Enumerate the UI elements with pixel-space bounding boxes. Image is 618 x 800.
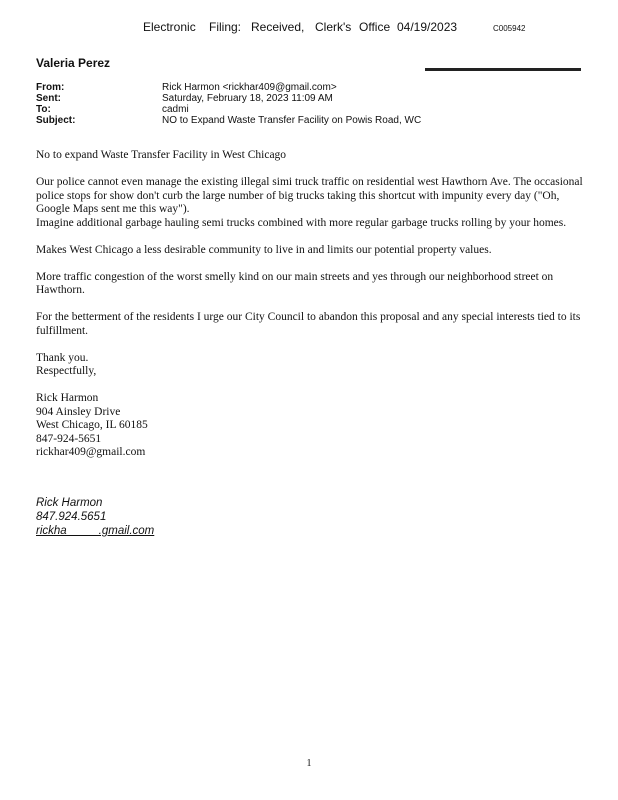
- body-paragraph-1: No to expand Waste Transfer Facility in West Chicago: [36, 149, 287, 161]
- body-paragraph-5: For the betterment of the residents I urge our City Council to abandon this proposal and any special interests tied to its fulfillment.: [36, 311, 581, 337]
- stamp-filing: Filing:: [209, 20, 242, 34]
- sent-value: Saturday, February 18, 2023 11:09 AM: [162, 93, 333, 104]
- address-email: rickhar409@gmail.com: [36, 446, 146, 458]
- from-value: Rick Harmon <rickhar409@gmail.com>: [162, 82, 337, 93]
- closing-thanks: Thank you.: [36, 351, 89, 364]
- to-row: [36, 104, 596, 115]
- stamp-date: 04/19/2023: [397, 20, 458, 34]
- signature-phone: 847.924.5651: [36, 511, 107, 523]
- to-value: cadmi: [162, 104, 189, 115]
- email-header: [36, 82, 596, 126]
- stamp-electronic: Electronic: [143, 20, 196, 34]
- stamp-clerks: Clerk's: [315, 20, 352, 34]
- sent-label: Sent:: [36, 93, 61, 104]
- mailbox-owner-name: Valeria Perez: [36, 56, 111, 70]
- closing-respectfully: Respectfully,: [36, 365, 97, 377]
- address-phone: 847-924-5651: [36, 432, 102, 445]
- body-paragraph-2a: Our police cannot even manage the existing illegal simi truck traffic on residential west Hawthorn Ave. The occasional police stops for show don't curb the large number of big trucks taking this shortcut with impunity every day ("Oh, Google Maps sent me this way").: [36, 176, 583, 215]
- stamp-code: C005942: [493, 24, 526, 33]
- email-signature: [36, 496, 154, 538]
- address-street: 904 Ainsley Drive: [36, 405, 121, 418]
- from-label: From:: [36, 82, 65, 93]
- filing-stamp: [143, 20, 618, 34]
- stamp-office: Office: [359, 20, 391, 34]
- subject-value: NO to Expand Waste Transfer Facility on Powis Road, WC: [162, 115, 422, 126]
- body-paragraph-3: Makes West Chicago a less desirable community to live in and limits our potential property values.: [36, 243, 492, 256]
- to-label: To:: [36, 104, 51, 115]
- subject-row: [36, 115, 596, 126]
- email-body: [36, 149, 584, 460]
- signature-email-link[interactable]: rickha_____.gmail.com: [36, 525, 155, 537]
- from-row: [36, 82, 596, 93]
- body-paragraph-2b: Imagine additional garbage hauling semi trucks combined with more regular garbage trucks rolling by your homes.: [36, 216, 567, 229]
- header-rule: [425, 68, 581, 71]
- signature-name: Rick Harmon: [36, 497, 103, 509]
- subject-label: Subject:: [36, 115, 76, 126]
- sent-row: [36, 93, 596, 104]
- body-paragraph-4: More traffic congestion of the worst smelly kind on our main streets and yes through our neighborhood street on Hawthorn.: [36, 270, 554, 296]
- address-city: West Chicago, IL 60185: [36, 419, 148, 431]
- address-name: Rick Harmon: [36, 392, 99, 404]
- stamp-received: Received,: [251, 20, 305, 34]
- page-number: 1: [306, 758, 312, 769]
